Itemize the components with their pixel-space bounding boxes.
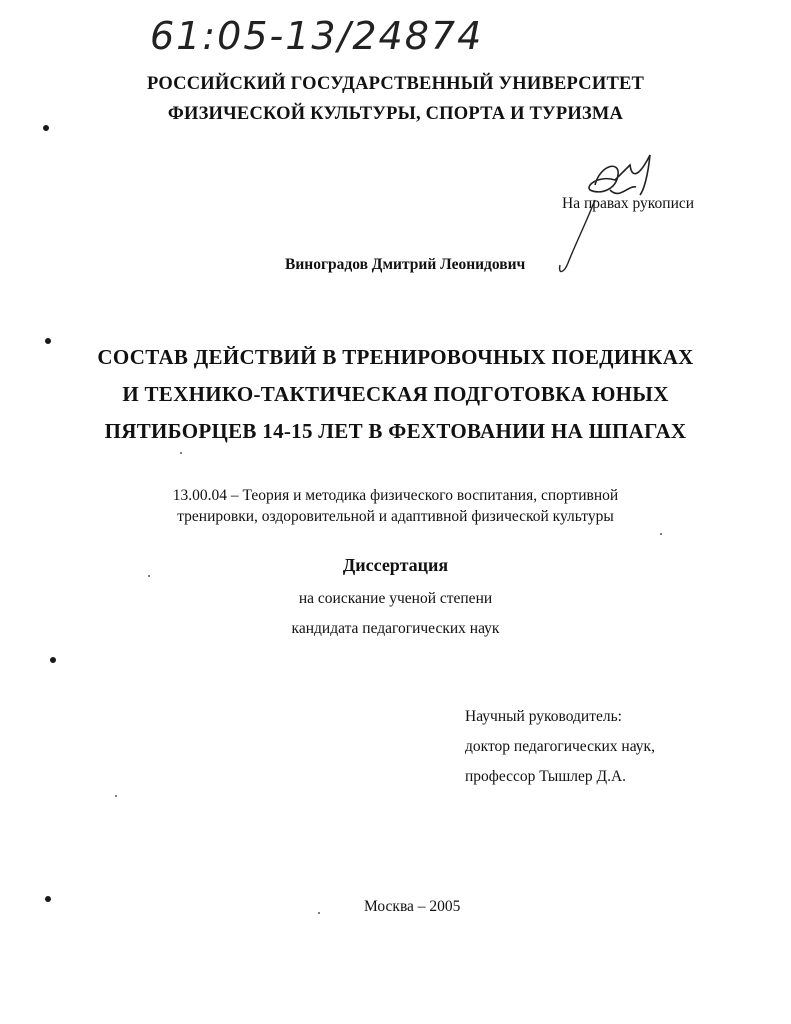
scan-speck — [660, 533, 662, 535]
scan-speck — [115, 795, 117, 797]
scan-dot — [43, 125, 49, 131]
scan-speck — [180, 452, 182, 454]
scan-speck — [148, 575, 150, 577]
signature-scribble — [540, 145, 670, 285]
specialty-line1: 13.00.04 – Теория и методика физического воспитания, спортивной — [172, 487, 619, 504]
supervisor-label: Научный руководитель: — [465, 708, 622, 725]
city-year: Москва – 2005 — [364, 898, 461, 915]
scan-dot — [50, 657, 56, 663]
thesis-title-line2: И ТЕХНИКО-ТАКТИЧЕСКАЯ ПОДГОТОВКА ЮНЫХ — [122, 382, 669, 406]
degree-line2: кандидата педагогических наук — [291, 620, 500, 637]
archive-number: 61:05-13/24874 — [150, 14, 484, 58]
supervisor-name: профессор Тышлер Д.А. — [465, 768, 627, 785]
scan-speck — [318, 912, 320, 914]
scan-dot — [45, 896, 51, 902]
author-name: Виноградов Дмитрий Леонидович — [285, 256, 526, 273]
specialty-line2: тренировки, оздоровительной и адаптивной физической культуры — [177, 508, 614, 525]
university-name-line2: ФИЗИЧЕСКОЙ КУЛЬТУРЫ, СПОРТА И ТУРИЗМА — [167, 104, 624, 124]
supervisor-degree: доктор педагогических наук, — [465, 738, 655, 755]
thesis-title-line1: СОСТАВ ДЕЙСТВИЙ В ТРЕНИРОВОЧНЫХ ПОЕДИНКАХ — [97, 345, 694, 369]
document-type: Диссертация — [342, 555, 449, 575]
thesis-title-line3: ПЯТИБОРЦЕВ 14-15 ЛЕТ В ФЕХТОВАНИИ НА ШПАГАХ — [104, 419, 687, 443]
scan-dot — [45, 338, 51, 344]
university-name-line1: РОССИЙСКИЙ ГОСУДАРСТВЕННЫЙ УНИВЕРСИТЕТ — [146, 74, 645, 94]
manuscript-rights-label: На правах рукописи — [562, 195, 695, 212]
degree-line1: на соискание ученой степени — [298, 590, 493, 607]
